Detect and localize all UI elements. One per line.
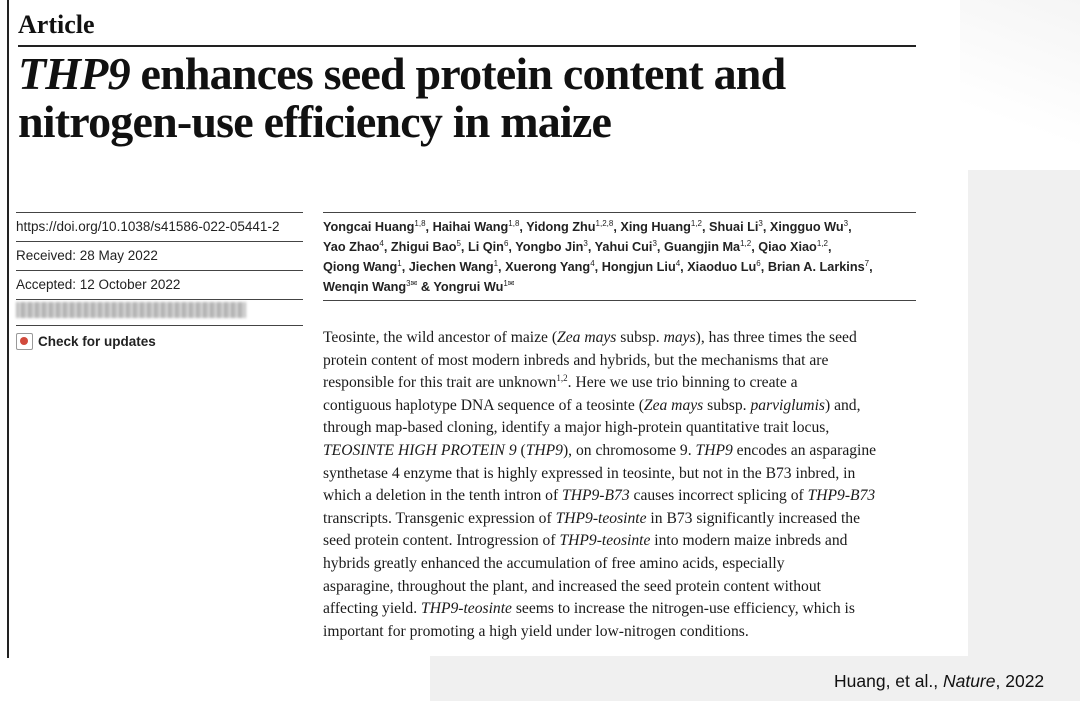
author-name[interactable]: Jiechen Wang	[408, 260, 494, 274]
author-separator: ,	[869, 260, 873, 274]
author-name[interactable]: Guangjin Ma	[663, 240, 741, 254]
left-margin-rule	[7, 0, 9, 658]
abstract-line	[323, 576, 923, 599]
author-affiliation: 1,2,8	[595, 219, 614, 228]
author-name[interactable]: Shuai Li	[709, 220, 759, 234]
author-name[interactable]: Brian A. Larkins	[767, 260, 865, 274]
italic-term: THP9	[525, 441, 563, 459]
author-name[interactable]: Qiao Xiao	[758, 240, 817, 254]
doi-link[interactable]: https://doi.org/10.1038/s41586-022-05441-2	[16, 212, 303, 241]
citation-authors: Huang, et al.,	[834, 671, 943, 691]
abstract-text: seed protein content. Introgression of	[323, 532, 560, 550]
author-separator: ,	[498, 260, 506, 274]
abstract-text: transcripts. Transgenic expression of	[323, 509, 556, 527]
abstract-line	[323, 485, 923, 508]
abstract-text: responsible for this trait are unknown	[323, 374, 557, 392]
author-separator: ,	[848, 220, 852, 234]
author-affiliation: 1	[397, 259, 402, 268]
author-affiliation: 3	[583, 239, 588, 248]
author-separator: ,	[613, 220, 621, 234]
abstract-line	[323, 417, 923, 440]
abstract-line	[323, 598, 923, 621]
abstract	[323, 327, 923, 643]
author-name[interactable]: Li Qin	[467, 240, 504, 254]
slide-decoration-right	[968, 170, 1080, 701]
author-affiliation: 1,2	[690, 219, 702, 228]
italic-term: Zea mays	[557, 329, 617, 346]
author-name[interactable]: Yongrui Wu	[433, 280, 504, 294]
author-name[interactable]: Yidong Zhu	[526, 220, 596, 234]
abstract-line	[323, 372, 923, 395]
author-affiliation: 3	[758, 219, 763, 228]
abstract-text: ), has three times the seed	[695, 329, 857, 346]
title-line2: nitrogen-use efficiency in maize	[18, 96, 612, 147]
author-affiliation: 1,8	[414, 219, 426, 228]
article-metadata	[16, 212, 303, 300]
author-separator: ,	[827, 240, 832, 254]
author-separator: ,	[519, 220, 527, 234]
abstract-text: subsp.	[703, 396, 751, 414]
italic-term: mays	[663, 329, 696, 346]
author-affiliation: 1✉	[503, 279, 515, 288]
author-separator: ,	[701, 220, 710, 234]
author-separator: ,	[680, 260, 688, 274]
received-date: Received: 28 May 2022	[16, 241, 303, 270]
abstract-text: through map-based cloning, identify a major high-protein quantitative trait locus,	[323, 419, 830, 437]
author-name[interactable]: Xiaoduo Lu	[687, 260, 757, 274]
author-name[interactable]: Yongcai Huang	[323, 220, 415, 234]
author-name[interactable]: Wenqin Wang	[323, 280, 407, 294]
italic-term: THP9-teosinte	[559, 532, 651, 550]
author-separator: ,	[425, 220, 433, 234]
author-name[interactable]: Haihai Wang	[432, 220, 509, 234]
abstract-text: hybrids greatly enhanced the accumulation of free amino acids, especially	[323, 554, 785, 572]
author-name[interactable]: Yongbo Jin	[515, 240, 584, 254]
author-separator: ,	[401, 260, 409, 274]
abstract-line	[323, 621, 923, 644]
abstract-text: causes incorrect splicing of	[629, 487, 808, 505]
abstract-line	[323, 395, 923, 418]
author-affiliation: 3✉	[406, 279, 418, 288]
author-separator: ,	[656, 240, 664, 254]
abstract-line	[323, 463, 923, 486]
author-name[interactable]: Qiong Wang	[323, 260, 398, 274]
abstract-line	[323, 530, 923, 553]
author-affiliation: 4	[675, 259, 681, 268]
author-separator: &	[417, 280, 434, 294]
citation-reference[interactable]: 1,2	[556, 373, 568, 384]
author-separator: ,	[587, 240, 595, 254]
italic-term: THP9-teosinte	[555, 509, 647, 527]
abstract-text: important for promoting a high yield under low-nitrogen conditions.	[323, 622, 749, 640]
author-name[interactable]: Yahui Cui	[594, 240, 653, 254]
abstract-text: contiguous haplotype DNA sequence of a teosinte (	[323, 396, 644, 414]
italic-term: parviglumis	[750, 396, 825, 414]
author-separator: ,	[594, 260, 602, 274]
abstract-text: subsp.	[616, 329, 664, 346]
italic-term: TEOSINTE HIGH PROTEIN 9	[323, 441, 517, 459]
author-name[interactable]: Xing Huang	[620, 220, 691, 234]
author-affiliation: 5	[456, 239, 461, 248]
author-separator: ,	[760, 260, 768, 274]
author-name[interactable]: Xuerong Yang	[505, 260, 591, 274]
authors-top-rule	[323, 212, 916, 213]
paper-title	[18, 50, 958, 146]
abstract-text: . Here we use trio binning to create a	[567, 374, 798, 392]
abstract-text: synthetase 4 enzyme that is highly expressed in teosinte, but not in the B73 inbred, in	[323, 464, 856, 482]
article-type-label: Article	[18, 10, 95, 39]
authors-bottom-rule	[323, 300, 916, 301]
redacted-text	[16, 302, 246, 318]
abstract-text: ), on chromosome 9.	[562, 441, 696, 459]
crossmark-icon	[16, 333, 33, 350]
author-separator: ,	[383, 240, 391, 254]
title-line1-rest: enhances seed protein content and	[129, 48, 786, 99]
abstract-text: in B73 significantly increased the	[646, 509, 861, 527]
slide-citation	[834, 671, 1044, 692]
author-separator: ,	[508, 240, 516, 254]
abstract-line	[323, 327, 923, 350]
accepted-date: Accepted: 12 October 2022	[16, 270, 303, 300]
author-name[interactable]: Yao Zhao	[323, 240, 380, 254]
abstract-text: seems to increase the nitrogen-use efficiency, which is	[511, 600, 855, 618]
italic-term: THP9-B73	[807, 487, 876, 505]
author-affiliation: 1,2	[816, 239, 828, 248]
author-list	[323, 217, 923, 297]
abstract-text: ) and,	[824, 396, 861, 414]
author-affiliation: 1,2	[740, 239, 752, 248]
author-separator: ,	[751, 240, 759, 254]
abstract-text: into modern maize inbreds and	[650, 532, 848, 550]
abstract-text: which a deletion in the tenth intron of	[323, 487, 563, 505]
abstract-text: Teosinte, the wild ancestor of maize (	[323, 329, 558, 346]
italic-term: THP9	[695, 441, 733, 459]
italic-term: Zea mays	[643, 396, 704, 414]
abstract-text: protein content of most modern inbreds and hybrids, but the mechanisms that are	[323, 351, 829, 369]
author-affiliation: 3	[652, 239, 657, 248]
author-name[interactable]: Hongjun Liu	[601, 260, 676, 274]
italic-term: THP9-B73	[562, 487, 630, 505]
author-affiliation: 6	[503, 239, 509, 248]
abstract-text: (	[516, 441, 526, 459]
author-separator: ,	[762, 220, 770, 234]
abstract-line	[323, 508, 923, 531]
author-affiliation: 1	[493, 259, 499, 268]
abstract-line	[323, 553, 923, 576]
author-name[interactable]: Xingguo Wu	[769, 220, 844, 234]
header-rule	[18, 45, 916, 47]
check-for-updates-link[interactable]	[16, 325, 303, 356]
author-affiliation: 3	[843, 219, 849, 228]
abstract-text: affecting yield.	[323, 600, 422, 618]
author-affiliation: 6	[756, 259, 761, 268]
italic-term: THP9-teosinte	[421, 600, 512, 618]
author-name[interactable]: Zhigui Bao	[390, 240, 457, 254]
author-affiliation: 7	[864, 259, 870, 268]
title-gene-name: THP9	[18, 48, 130, 99]
citation-year: , 2022	[995, 671, 1045, 691]
abstract-text: encodes an asparagine	[732, 441, 877, 459]
citation-journal: Nature	[942, 671, 996, 691]
author-separator: ,	[460, 240, 468, 254]
abstract-line	[323, 440, 923, 463]
author-affiliation: 4	[590, 259, 595, 268]
slide-decoration-corner	[960, 0, 1080, 170]
abstract-text: asparagine, throughout the plant, and increased the seed protein content without	[323, 577, 821, 595]
author-affiliation: 4	[379, 239, 384, 248]
check-for-updates-label: Check for updates	[38, 333, 156, 349]
author-affiliation: 1,8	[508, 219, 520, 228]
abstract-line	[323, 350, 923, 373]
